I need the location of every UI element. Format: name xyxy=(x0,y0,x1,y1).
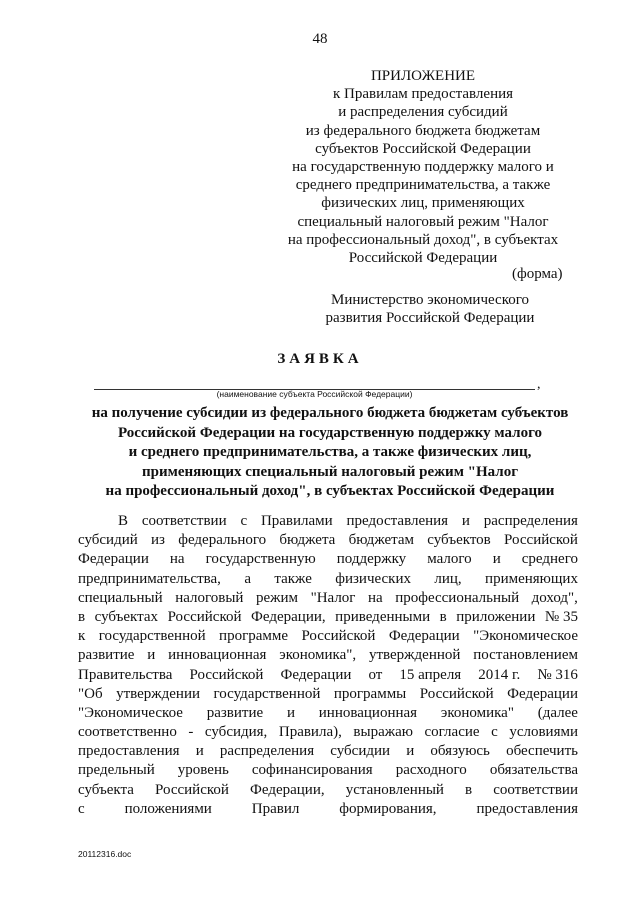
body-word: субъекта xyxy=(78,781,134,798)
body-word: Российской xyxy=(189,666,264,683)
body-word: Федерации, xyxy=(251,608,326,625)
body-word: от xyxy=(368,666,383,683)
body-word: Российской xyxy=(155,781,229,798)
body-word: - xyxy=(188,724,194,741)
body-word: обеспечить xyxy=(506,743,578,760)
appendix-line: из федерального бюджета бюджетам xyxy=(305,122,541,139)
body-word: применяющих xyxy=(485,570,578,587)
body-word: и xyxy=(492,551,501,568)
body-word: субсидия, xyxy=(204,724,268,741)
body-word: "Налог xyxy=(310,589,356,606)
body-paragraph xyxy=(78,512,578,819)
body-word: субъектах xyxy=(94,608,159,625)
body-word: на xyxy=(368,589,383,606)
body-word: доход", xyxy=(531,589,578,606)
body-word: в xyxy=(78,608,86,625)
body-word: физических xyxy=(335,570,411,587)
body-word: государственную xyxy=(205,551,316,568)
body-word: субсидии xyxy=(330,743,391,760)
body-word: уровень xyxy=(177,762,229,779)
addressee-line: Министерство экономического xyxy=(331,292,529,308)
body-line xyxy=(78,512,578,531)
body-word: специальный xyxy=(78,589,163,606)
body-word: бюджета xyxy=(279,532,336,549)
body-word: а xyxy=(244,570,251,587)
body-word: к xyxy=(78,628,86,645)
body-word: Федерации xyxy=(388,628,460,645)
body-word: и xyxy=(406,743,415,760)
body-word: положениями xyxy=(124,800,212,817)
body-word: Правительства xyxy=(78,666,173,683)
body-word: Правилами xyxy=(260,513,333,529)
body-word: расходного xyxy=(395,762,467,779)
body-line xyxy=(78,627,578,646)
body-line xyxy=(78,761,578,780)
addressee-block xyxy=(300,291,560,327)
body-word: режим xyxy=(256,589,299,606)
body-word: предельный xyxy=(78,762,155,779)
body-word: Федерации xyxy=(507,685,578,702)
body-word: (далее xyxy=(537,704,578,721)
body-word: условиями xyxy=(509,724,578,741)
subtitle-line: и среднего предпринимательства, а также физических лиц, xyxy=(128,444,532,460)
body-word: с xyxy=(78,800,85,817)
body-word: 2014 г. xyxy=(478,666,521,683)
body-line xyxy=(78,781,578,800)
body-word: субсидий xyxy=(78,532,138,549)
body-word: Федерации, xyxy=(250,781,325,798)
body-word: соответствии xyxy=(141,513,227,529)
body-word: распределения xyxy=(219,743,315,760)
appendix-line: физических лиц, применяющих xyxy=(321,195,525,212)
body-word: № 35 xyxy=(544,608,578,625)
body-word: также xyxy=(274,570,312,587)
appendix-title: ПРИЛОЖЕНИЕ xyxy=(370,68,476,84)
body-word: в xyxy=(465,781,473,798)
body-word: предпринимательства, xyxy=(78,570,221,587)
body-word: экономика", xyxy=(279,647,357,664)
appendix-line: на государственную поддержку малого и xyxy=(292,159,554,176)
body-word: утвержденной xyxy=(368,647,461,664)
body-line xyxy=(78,646,578,665)
body-word: программе xyxy=(219,628,289,645)
subtitle-line: Российской Федерации на государственную поддержку малого xyxy=(117,424,543,441)
subtitle-line: на профессиональный доход", в субъектах Российской Федерации xyxy=(105,483,555,499)
body-word: Правила), xyxy=(278,724,342,741)
addressee-line: развития Российской Федерации xyxy=(325,310,535,326)
page-number: 48 xyxy=(312,31,328,47)
body-word: и xyxy=(195,743,204,760)
body-word: постановлением xyxy=(473,647,578,664)
body-line xyxy=(78,589,578,608)
body-word: предоставления xyxy=(78,743,180,760)
body-word: с xyxy=(491,724,498,741)
body-word: налоговый xyxy=(175,589,244,606)
subtitle-line: на получение субсидии из федерального бюджета бюджетам субъектов xyxy=(91,405,569,421)
body-line xyxy=(78,608,578,627)
body-word: обязательства xyxy=(489,762,578,779)
body-word: распределения xyxy=(483,513,578,529)
body-word: приложении xyxy=(456,608,536,625)
body-word: В xyxy=(118,513,129,529)
blank-caption: (наименование субъекта Российской Федерации) xyxy=(216,389,413,399)
appendix-line: специальный налоговый режим "Налог xyxy=(297,213,549,230)
body-word: бюджетам xyxy=(348,532,415,549)
body-word: № 316 xyxy=(537,666,578,683)
body-word: малого xyxy=(427,551,472,568)
body-word: "Об xyxy=(78,685,103,702)
body-word: установленный xyxy=(345,781,444,798)
appendix-block xyxy=(250,67,596,267)
body-word: и xyxy=(461,513,470,529)
body-word: Российской xyxy=(504,532,578,549)
body-word: согласие xyxy=(424,724,480,741)
body-word: федерального xyxy=(178,532,267,549)
body-word: развитие xyxy=(78,647,135,664)
body-line xyxy=(78,550,578,569)
body-word: приведенными xyxy=(335,608,431,625)
body-word: формирования, xyxy=(339,800,437,817)
appendix-line: к Правилам предоставления xyxy=(332,86,514,103)
body-word: "Экономическое xyxy=(473,628,578,645)
body-word: из xyxy=(151,532,165,549)
body-word: субъектов xyxy=(427,532,491,549)
body-word: и xyxy=(147,647,156,664)
body-word: инновационная xyxy=(168,647,267,664)
body-word: профессиональный xyxy=(395,589,520,606)
body-word: поддержку xyxy=(336,551,407,568)
body-line xyxy=(78,742,578,761)
body-word: программы xyxy=(333,685,407,702)
body-word: в xyxy=(439,608,447,625)
body-word: на xyxy=(169,551,185,568)
body-word: экономика" xyxy=(440,704,514,721)
appendix-line: среднего предпринимательства, а также xyxy=(295,177,551,194)
body-line xyxy=(78,531,578,550)
body-line xyxy=(78,666,578,685)
body-word: софинансирования xyxy=(251,762,373,779)
body-word: Федерации xyxy=(280,666,352,683)
body-line xyxy=(78,570,578,589)
appendix-line: субъектов Российской Федерации xyxy=(315,140,531,157)
body-line xyxy=(78,704,578,723)
form-label: (форма) xyxy=(512,266,563,282)
subtitle-line: применяющих специальный налоговый режим "Налог xyxy=(141,463,519,480)
document-title: ЗАЯВКА xyxy=(277,351,363,367)
body-line xyxy=(78,800,578,819)
body-line xyxy=(78,723,578,742)
body-word: Федерации xyxy=(78,551,149,568)
body-word: предоставления xyxy=(346,513,449,529)
body-line xyxy=(78,685,578,704)
appendix-line: на профессиональный доход", в субъектах xyxy=(287,231,559,248)
body-word: соответственно xyxy=(78,724,177,741)
body-word: развитие xyxy=(206,704,264,721)
body-word: предоставления xyxy=(476,800,578,817)
body-word: инновационная xyxy=(318,704,418,721)
body-word: Российской xyxy=(167,608,242,625)
body-word: выражаю xyxy=(353,724,413,741)
body-word: государственной xyxy=(98,628,206,645)
document-subtitle xyxy=(60,404,600,502)
body-word: и xyxy=(286,704,295,721)
body-word: "Экономическое xyxy=(78,704,183,721)
body-word: с xyxy=(240,513,248,529)
body-word: государственной xyxy=(213,685,321,702)
body-word: Российской xyxy=(419,685,494,702)
body-word: Правил xyxy=(251,800,300,817)
footer-filename: 20112316.doc xyxy=(78,849,132,859)
appendix-line: и распределения субсидий xyxy=(338,104,508,121)
body-word: лиц, xyxy=(434,570,462,587)
appendix-line: Российской Федерации xyxy=(348,250,498,267)
body-word: Российской xyxy=(301,628,376,645)
body-word: среднего xyxy=(521,551,578,568)
body-word: соответствии xyxy=(493,781,578,798)
body-word: обязуюсь xyxy=(430,743,490,760)
blank-comma: , xyxy=(537,377,541,392)
body-word: утверждении xyxy=(116,685,201,702)
body-word: 15 апреля xyxy=(399,666,462,683)
